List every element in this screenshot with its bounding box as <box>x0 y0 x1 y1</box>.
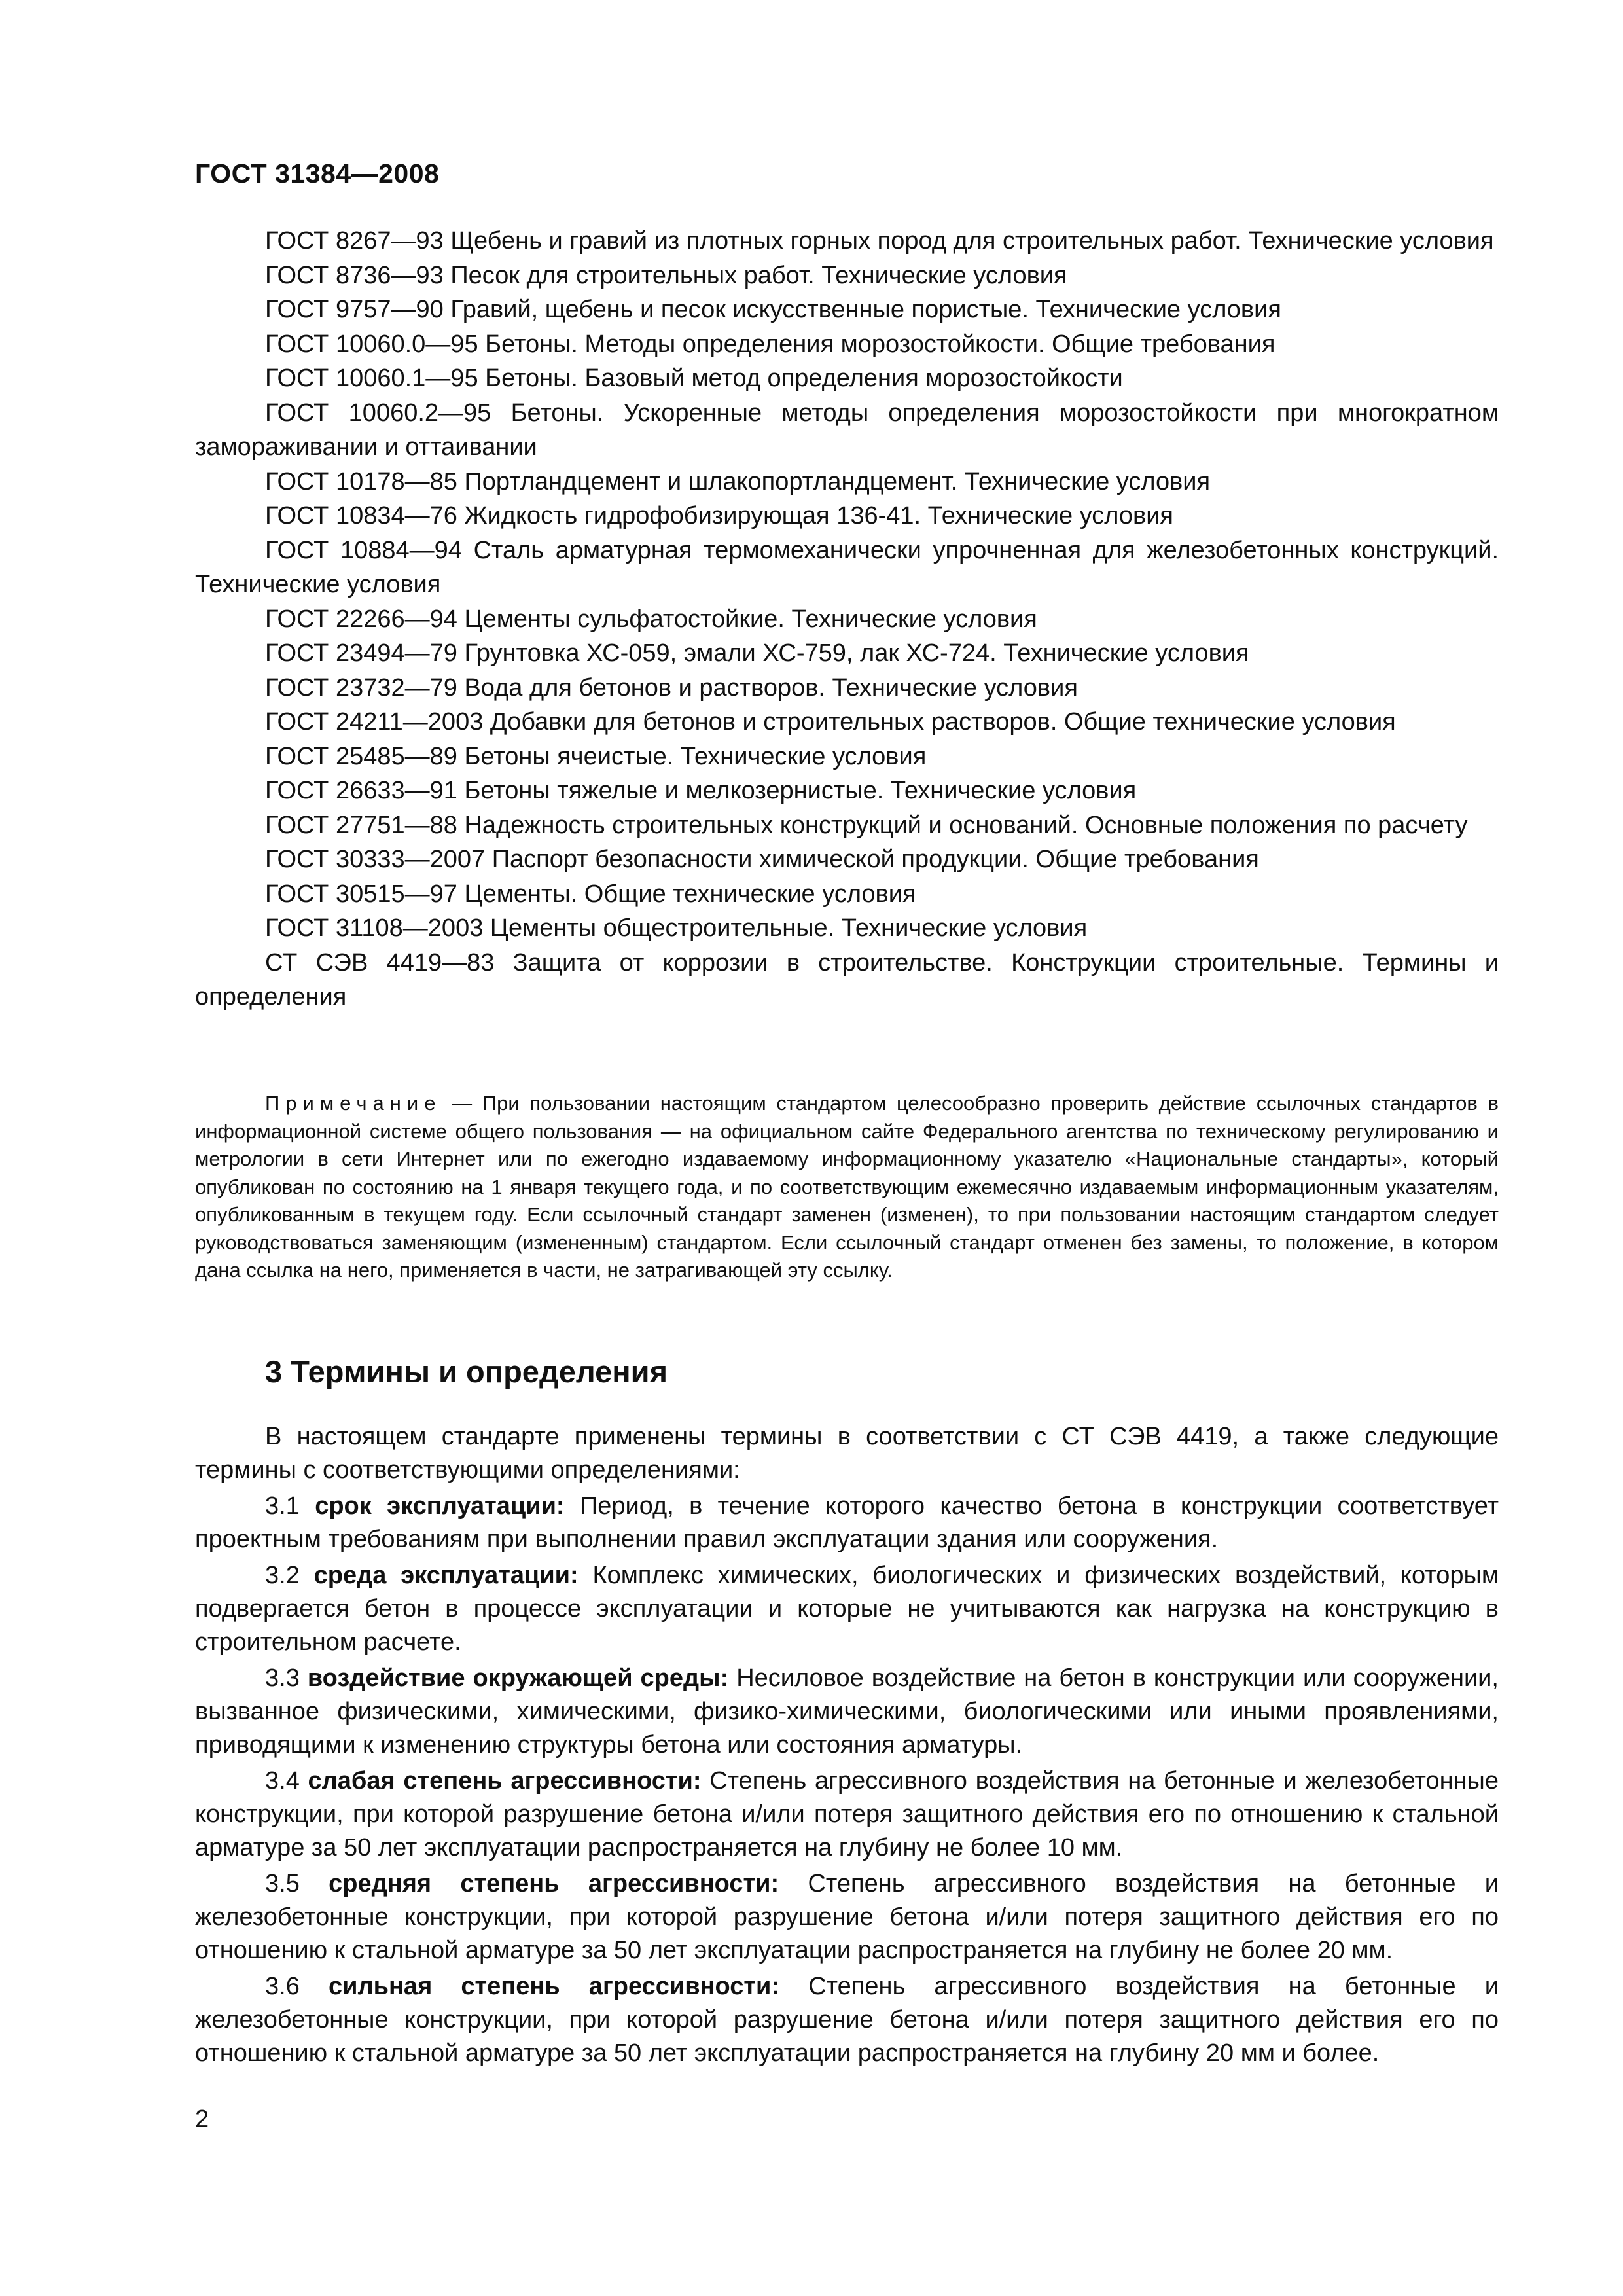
reference-item: ГОСТ 25485—89 Бетоны ячеистые. Технические условия <box>265 742 927 770</box>
reference-item: ГОСТ 23494—79 Грунтовка ХС-059, эмали ХС-759, лак ХС-724. Технические условия <box>265 639 1249 667</box>
section-title: 3 Термины и определения <box>265 1354 668 1389</box>
note-text: — При пользовании настоящим стандартом целесообразно проверить действие ссылочных стандартов в информационной системе общего пользования — на официальном сайте Федерального агентства по техническому регулированию и метрологии в сети Интернет или по ежегодно издаваемому информационному указателю «Национальные стандарты», который опубликован по состоянию на 1 января текущего года, и по соответствующим ежемесячно издаваемым информационным указателям, опубликованным в текущем году. Если ссылочный стандарт заменен (изменен), то при пользовании настоящим стандартом следует руководствоваться заменяющим (измененным) стандартом. Если ссылочный стандарт отменен без замены, то положение, в котором дана ссылка на него, применяется в части, не затрагивающей эту ссылку. <box>195 1092 1499 1282</box>
note-label: Примечание <box>265 1092 442 1115</box>
term-definition: 3.5 средняя степень агрессивности: Степень агрессивного воздействия на бетонные и железобетонные конструкции, при которой разрушение бетона и/или потеря защитного действия его по отношению к стальной арматуре за 50 лет эксплуатации распространяется на глубину не более 20 мм. <box>195 1870 1499 1964</box>
term-definition: 3.6 сильная степень агрессивности: Степень агрессивного воздействия на бетонные и железобетонные конструкции, при которой разрушение бетона и/или потеря защитного действия его по отношению к стальной арматуре за 50 лет эксплуатации распространяется на глубину 20 мм и более. <box>195 1973 1499 2067</box>
document-header: ГОСТ 31384—2008 <box>195 158 440 188</box>
reference-item: ГОСТ 31108—2003 Цементы общестроительные. Технические условия <box>265 914 1088 942</box>
term-definition: 3.1 срок эксплуатации: Период, в течение которого качество бетона в конструкции соответствует проектным требованиям при выполнении правил эксплуатации здания или сооружения. <box>195 1492 1499 1553</box>
section-intro: В настоящем стандарте применены термины в соответствии с СТ СЭВ 4419, а также следующие термины с соответствующими определениями: <box>195 1423 1499 1484</box>
normative-references-list <box>195 224 1499 1014</box>
reference-item: СТ СЭВ 4419—83 Защита от коррозии в строительстве. Конструкции строительные. Термины и определения <box>195 948 1499 1011</box>
reference-item: ГОСТ 23732—79 Вода для бетонов и растворов. Технические условия <box>265 673 1078 702</box>
reference-item: ГОСТ 8267—93 Щебень и гравий из плотных горных пород для строительных работ. Технические условия <box>265 227 1494 255</box>
reference-item: ГОСТ 10060.2—95 Бетоны. Ускоренные методы определения морозостойкости при многократном замораживании и оттаивании <box>195 399 1499 461</box>
reference-item: ГОСТ 26633—91 Бетоны тяжелые и мелкозернистые. Технические условия <box>265 777 1137 804</box>
term-definition: 3.2 среда эксплуатации: Комплекс химических, биологических и физических воздействий, которым подвергается бетон в процессе эксплуатации и которые не учитываются как нагрузка на конструкцию в строительном расчете. <box>195 1562 1499 1656</box>
reference-item: ГОСТ 9757—90 Гравий, щебень и песок искусственные пористые. Технические условия <box>265 296 1281 323</box>
references-note <box>195 1090 1499 1285</box>
reference-item: ГОСТ 30515—97 Цементы. Общие технические условия <box>265 880 916 908</box>
page-number: 2 <box>195 2106 209 2133</box>
reference-item: ГОСТ 27751—88 Надежность строительных конструкций и оснований. Основные положения по расчету <box>265 811 1468 839</box>
term-definition: 3.3 воздействие окружающей среды: Несиловое воздействие на бетон в конструкции или сооружении, вызванное физическими, химическими, физико-химическими, биологическими или иными проявлениями, приводящими к изменению структуры бетона или состояния арматуры. <box>195 1664 1499 1759</box>
reference-item: ГОСТ 10060.1—95 Бетоны. Базовый метод определения морозостойкости <box>265 365 1123 392</box>
reference-item: ГОСТ 10834—76 Жидкость гидрофобизирующая 136-41. Технические условия <box>265 502 1173 529</box>
reference-item: ГОСТ 8736—93 Песок для строительных работ. Технические условия <box>265 261 1067 289</box>
terms-section-body <box>195 1420 1499 2073</box>
reference-item: ГОСТ 30333—2007 Паспорт безопасности химической продукции. Общие требования <box>265 846 1259 873</box>
reference-item: ГОСТ 10060.0—95 Бетоны. Методы определения морозостойкости. Общие требования <box>265 330 1275 358</box>
term-definition: 3.4 слабая степень агрессивности: Степень агрессивного воздействия на бетонные и железобетонные конструкции, при которой разрушение бетона и/или потеря защитного действия его по отношению к стальной арматуре за 50 лет эксплуатации распространяется на глубину не более 10 мм. <box>195 1767 1499 1861</box>
reference-item: ГОСТ 24211—2003 Добавки для бетонов и строительных растворов. Общие технические условия <box>265 708 1396 736</box>
reference-item: ГОСТ 10884—94 Сталь арматурная термомеханически упрочненная для железобетонных конструкций. Технические условия <box>195 536 1499 598</box>
reference-item: ГОСТ 22266—94 Цементы сульфатостойкие. Технические условия <box>265 605 1037 633</box>
reference-item: ГОСТ 10178—85 Портландцемент и шлакопортландцемент. Технические условия <box>265 467 1211 495</box>
